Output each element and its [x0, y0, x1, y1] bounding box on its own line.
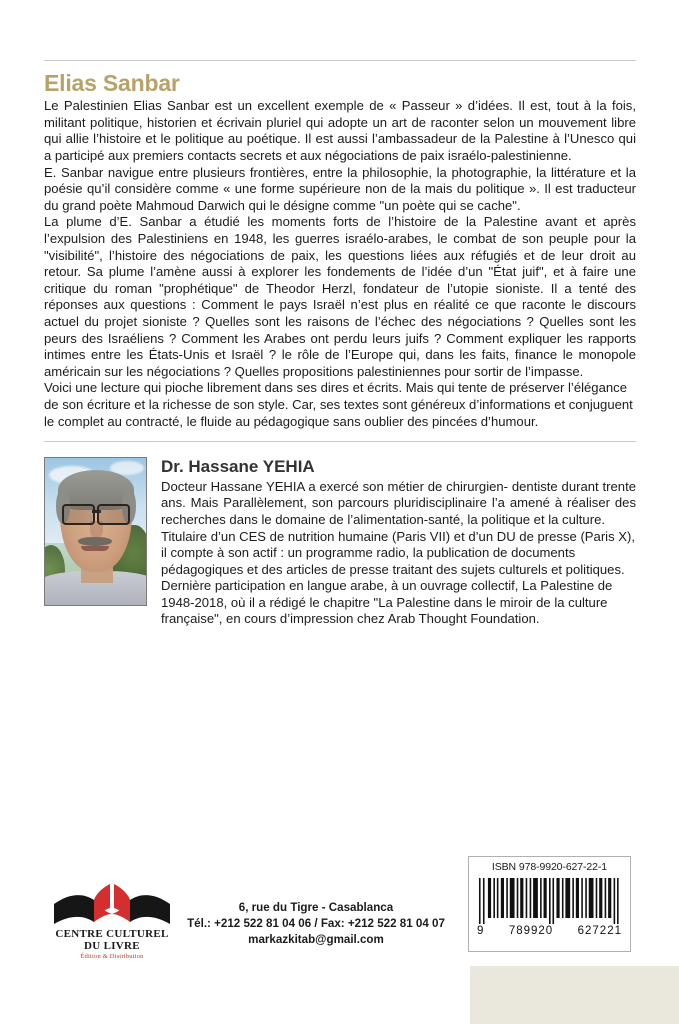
author-photo-wrap	[44, 457, 147, 628]
glasses-icon	[61, 504, 131, 521]
publisher-name: CENTRE CULTUREL DU LIVRE	[55, 928, 169, 952]
description-paragraph: Voici une lecture qui pioche librement dans ses dires et écrits. Mais qui tente de préserver l’élégance de son écriture et la richesse de son style. Car, ses textes sont généreux d’informations et conjuguent le complet au contracté, le fluide au pédagogique sans oublier des pincées d’humour.	[44, 380, 633, 429]
description-paragraph: La plume d’E. Sanbar a étudié les moments forts de l’histoire de la Palestine avant et après l’expulsion des Palestiniens en 1948, les guerres israélo-arabes, le combat de son peuple pour la "visibilité", l’histoire des négociations de paix, les questions liées aux réfugiés et de leur droit au retour. Sa plume l’amène aussi à explorer les fondements de l’idée d’un "État juif", et à faire une critique du roman "prophétique" de Theodor Herzl, fondateur de l’utopie sioniste. Il a tenté des réponses aux questions : Comment le pays Israël n’est plus en réalité ce que raconte le discours actuel du projet sioniste ? Quelles sont les raisons de l’échec des négociations ? Quelles sont les peurs des Israéliens ? Comment les Arabes ont perdu leurs juifs ? Comment expliquer les rapports intimes entre les États-Unis et Israël ? le rôle de l’Europe qui, dans les faits, finance le monopole américain sur les négociations ? Quelles propositions palestiniennes pour sortir de l’impasse.	[44, 214, 636, 379]
contact-email[interactable]: markazkitab@gmail.com	[248, 933, 384, 946]
cover-footer	[0, 856, 679, 976]
barcode-group-right: 627221	[577, 924, 622, 937]
isbn-barcode-box	[468, 856, 631, 952]
page-title: Elias Sanbar	[44, 70, 180, 96]
author-name: Dr. Hassane YEHIA	[161, 457, 315, 477]
barcode-icon	[475, 878, 624, 924]
publisher-logo	[48, 878, 176, 960]
author-bio	[161, 479, 636, 628]
top-divider	[44, 60, 636, 61]
barcode-group-left: 789920	[508, 924, 554, 937]
bio-paragraph: Docteur Hassane YEHIA a exercé son métier de chirurgien- dentiste durant trente ans. Mais Parallèlement, son parcours pluridisciplinaire l’a amené à réaliser des recherches dans le domaine de l’alimentation-santé, la politique et la culture.	[161, 478, 636, 527]
author-photo	[44, 457, 147, 606]
book-description	[44, 98, 636, 430]
publisher-subtitle: Édition & Distribution	[80, 953, 144, 960]
description-paragraph: Le Palestinien Elias Sanbar est un excellent exemple de « Passeur » d’idées. Il est, tout à la fois, militant politique, historien et écrivain pluriel qui adopte un art de raconter selon un mouvement libre qui allie l’histoire et le politique au poétique. Il est aussi l’ambassadeur de la Palestine à l’Unesco qui a participé aux premiers contacts secrets et aux négociations de paix israélo-palestinienne.	[44, 98, 636, 164]
photo-mouth	[81, 546, 109, 551]
cover-content	[44, 0, 636, 628]
bio-paragraph: Titulaire d’un CES de nutrition humaine (Paris VII) et d’un DU de presse (Paris X), il compte à son actif : un programme radio, la publication de documents pédagogiques et des articles de presse traitant des sujets culturels et politiques. Dernière participation en langue arabe, à un ouvrage collectif, La Palestine de 1948-2018, où il a rédigé le chapitre "La Palestine dans le miroir de la culture française", en cours d’impression chez Arab Thought Foundation.	[161, 528, 636, 627]
description-paragraph: E. Sanbar navigue entre plusieurs frontières, entre la philosophie, la photographie, la littérature et la poésie qu’il considère comme « une forme supérieure non de la mais du politique ». Il est traducteur du grand poète Mahmoud Darwich qui le désigne comme "un poète qui se cache".	[44, 164, 636, 213]
photo-lens	[97, 504, 130, 525]
open-book-icon	[48, 878, 176, 930]
isbn-label: ISBN 978-9920-627-22-1	[491, 861, 608, 873]
barcode-digits	[475, 925, 624, 937]
barcode-lead-digit: 9	[477, 924, 485, 937]
contact-phone-fax: Tél.: +212 522 81 04 06 / Fax: +212 522 81 04 07	[187, 917, 445, 930]
section-divider	[44, 441, 636, 442]
author-section	[44, 457, 636, 628]
publisher-contact	[176, 900, 456, 948]
photo-lens	[62, 504, 95, 525]
author-text	[161, 457, 636, 628]
contact-address: 6, rue du Tigre - Casablanca	[238, 901, 394, 914]
